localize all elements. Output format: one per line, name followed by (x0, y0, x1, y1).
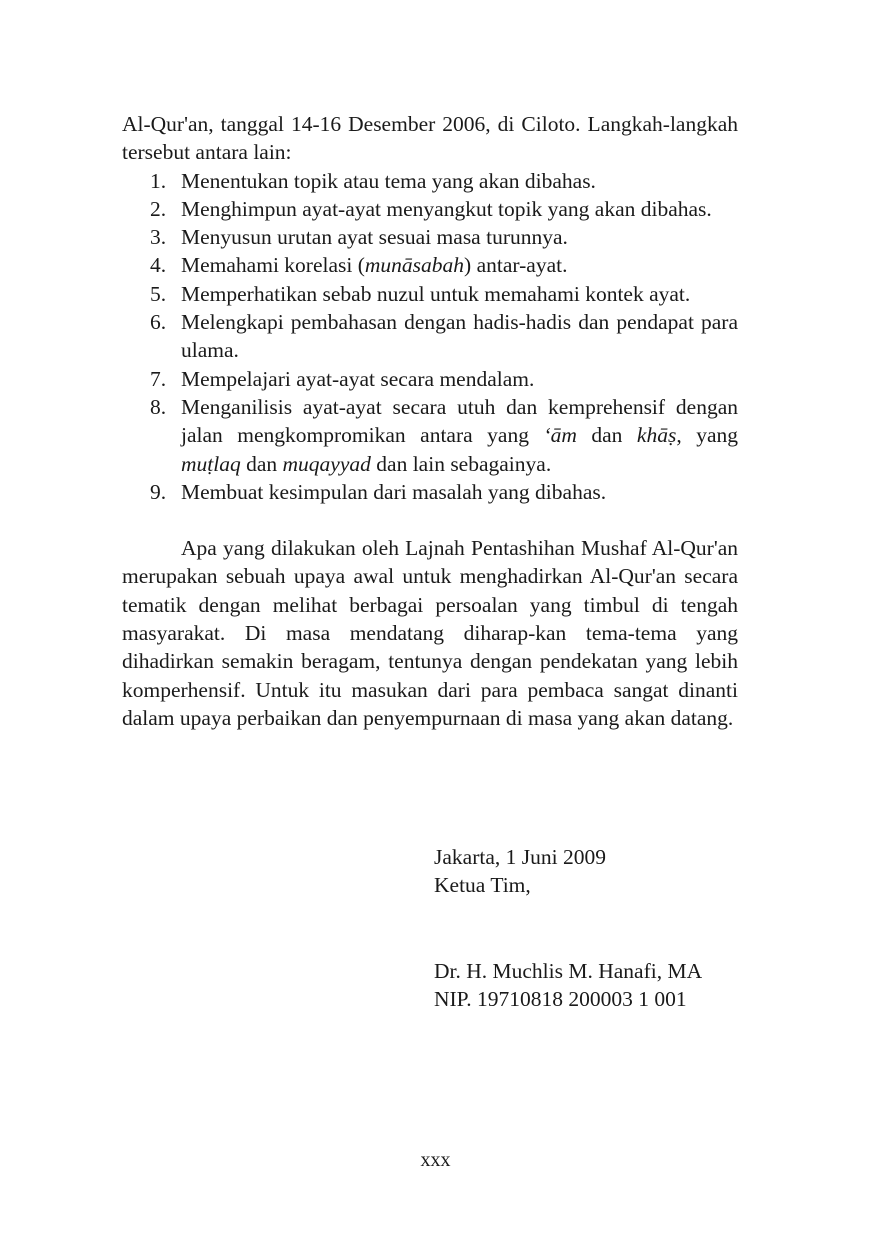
signature-space (434, 900, 774, 957)
document-page (122, 110, 738, 732)
list-item (122, 308, 738, 365)
list-item-text: Menyusun urutan ayat sesuai masa turunnya. (181, 225, 568, 250)
signature-block (434, 843, 774, 1013)
list-item-number: 7. (150, 366, 167, 391)
list-item-number: 3. (150, 225, 167, 250)
signatory-nip: NIP. 19710818 200003 1 001 (434, 986, 687, 1011)
list-item (122, 365, 738, 393)
list-item-number: 2. (150, 196, 167, 221)
intro-paragraph: Al-Qur'an, tanggal 14-16 Desember 2006, di Ciloto. Langkah-langkah tersebut antara lain: (122, 112, 738, 165)
list-item (122, 393, 738, 478)
list-item (122, 223, 738, 251)
closing-paragraph: Apa yang dilakukan oleh Lajnah Pentashihan Mushaf Al-Qur'an merupakan sebuah upaya awal untuk menghadirkan Al-Qur'an secara tematik dengan melihat berbagai persoalan yang timbul di tengah masyarakat. Di masa mendatang diharap-kan tema-tema yang dihadirkan semakin beragam, tentunya dengan pendekatan yang lebih komperhensif. Untuk itu masukan dari para pembaca sangat dinanti dalam upaya perbaikan dan penyempurnaan di masa yang akan datang. (122, 536, 738, 730)
list-item-number: 5. (150, 281, 167, 306)
page-number: xxx (420, 1149, 451, 1171)
list-item-text: Memperhatikan sebab nuzul untuk memahami kontek ayat. (181, 281, 691, 306)
list-item-text-pre: Menganilisis ayat-ayat secara utuh dan kemprehensif dengan jalan mengkompromikan antara yang (181, 394, 738, 448)
steps-list (122, 167, 738, 507)
signatory-position: Ketua Tim, (434, 873, 531, 898)
list-item-text-pre: Memahami korelasi ( (181, 253, 365, 278)
arabic-term: muṭlaq (181, 451, 241, 476)
list-item-text: Menentukan topik atau tema yang akan dibahas. (181, 168, 596, 193)
list-item-text: Membuat kesimpulan dari masalah yang dibahas. (181, 479, 607, 504)
list-item-text-post: dan lain sebagainya. (370, 451, 552, 476)
list-item-number: 4. (150, 253, 167, 278)
arabic-term: muqayyad (282, 451, 371, 476)
list-item-text: Melengkapi pembahasan dengan hadis-hadis dan pendapat para ulama. (181, 310, 738, 363)
list-item (122, 280, 738, 308)
list-item-number: 9. (150, 479, 167, 504)
place-date: Jakarta, 1 Juni 2009 (434, 845, 606, 869)
arabic-term: khāṣ (636, 423, 677, 448)
signatory-name: Dr. H. Muchlis M. Hanafi, MA (434, 958, 703, 983)
list-item-text-mid: dan (240, 451, 283, 476)
list-item-text-mid: dan (576, 423, 637, 448)
list-item-text: Menghimpun ayat-ayat menyangkut topik yang akan dibahas. (181, 196, 712, 221)
list-item (122, 478, 738, 506)
list-item (122, 195, 738, 223)
arabic-term: ‘ām (543, 423, 577, 448)
list-item-number: 1. (150, 168, 167, 193)
list-item (122, 251, 738, 279)
list-item-text: Mempelajari ayat-ayat secara mendalam. (181, 366, 535, 391)
list-item-number: 8. (150, 394, 167, 419)
list-item-text-mid: , yang (676, 423, 739, 448)
list-item-number: 6. (150, 310, 167, 335)
list-item-text-post: ) antar-ayat. (464, 253, 568, 278)
list-item (122, 167, 738, 195)
arabic-term: munāsabah (364, 253, 465, 278)
